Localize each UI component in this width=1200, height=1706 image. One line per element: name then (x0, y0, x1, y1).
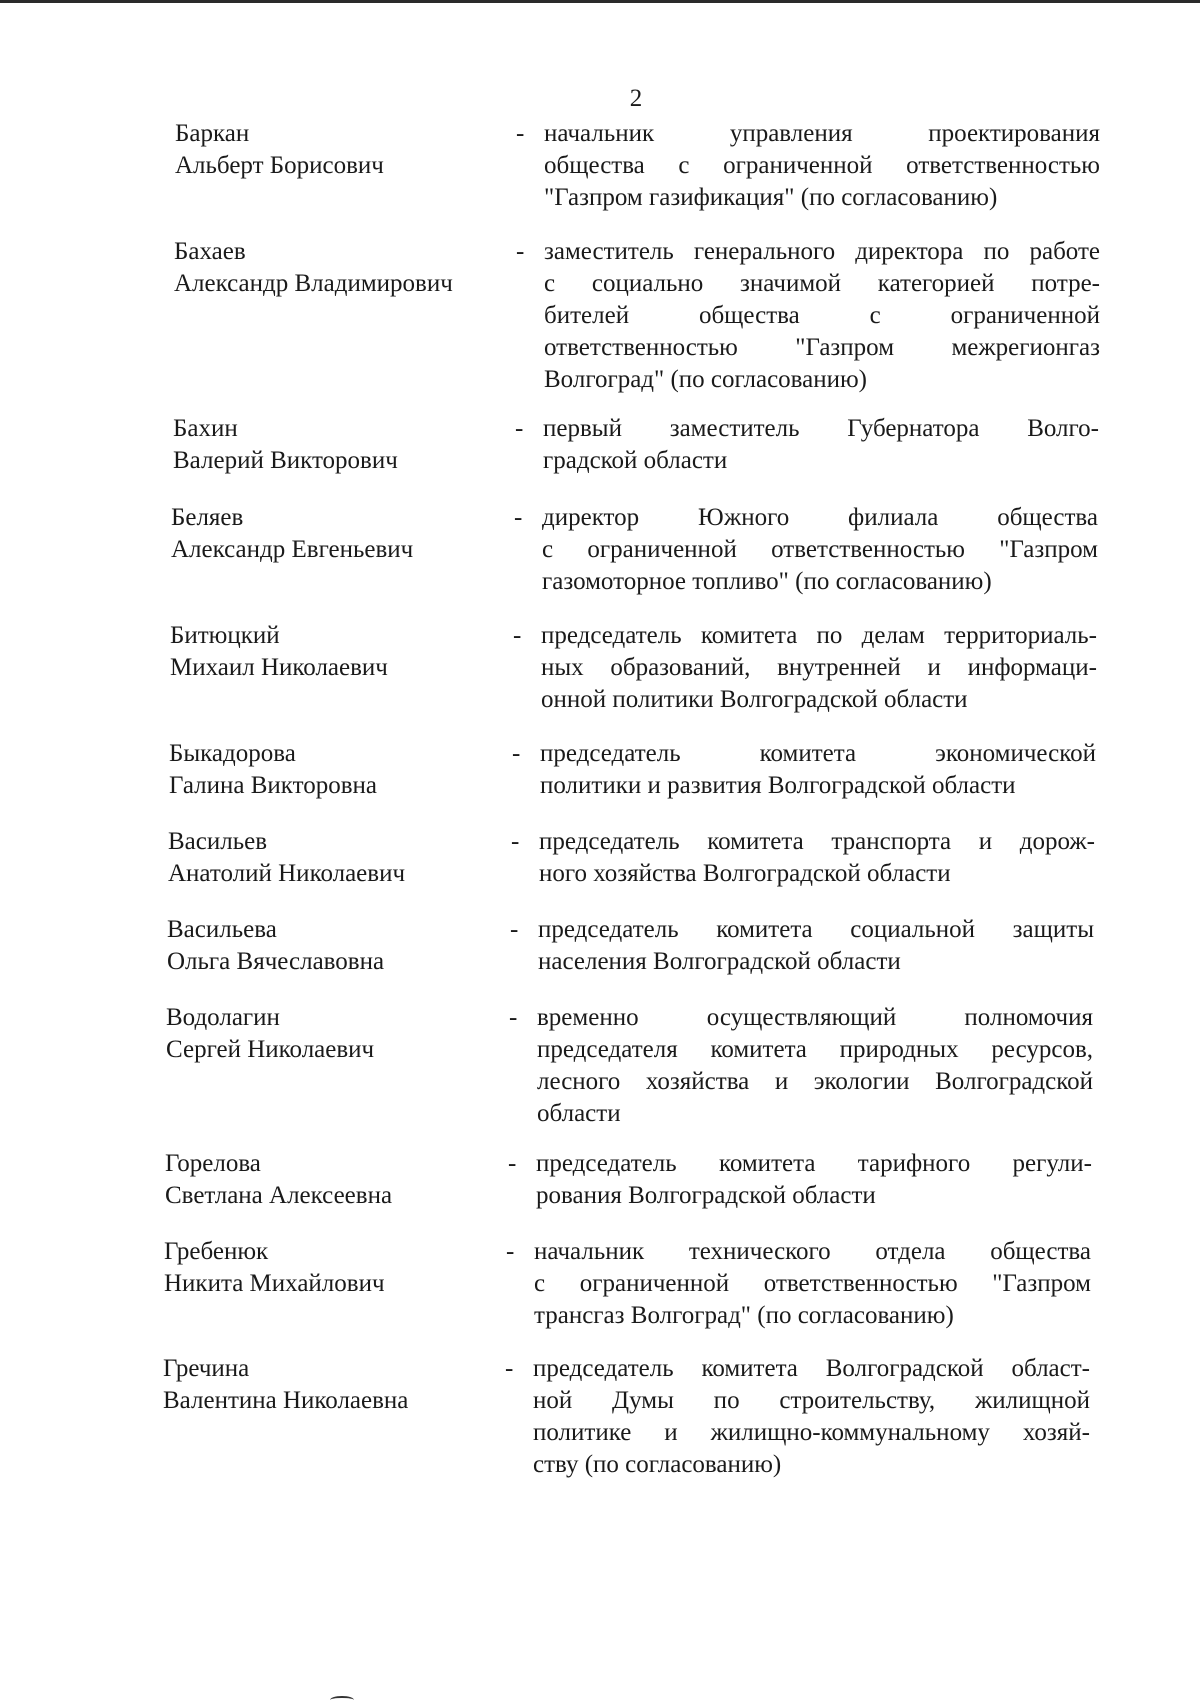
member-given-names: Сергей Николаевич (166, 1036, 375, 1063)
footer-scan-mark (330, 1696, 354, 1704)
position-line: ству (по согласованию) (533, 1451, 782, 1478)
member-position (543, 413, 1099, 477)
position-line: председателя комитета природных ресурсов, (537, 1036, 1093, 1063)
member-given-names: Михаил Николаевич (170, 654, 388, 681)
member-name (173, 413, 513, 477)
position-line: общества с ограниченной ответственностью (544, 152, 1100, 179)
member-surname: Беляев (171, 504, 244, 531)
position-line: области (537, 1100, 621, 1127)
member-name (164, 1236, 504, 1300)
member-given-names: Анатолий Николаевич (168, 860, 406, 887)
member-position (537, 1002, 1093, 1130)
top-edge-rule (0, 0, 1200, 3)
position-line: председатель комитета экономической (540, 740, 1096, 767)
member-surname: Васильева (167, 916, 277, 943)
position-line: Волгоград" (по согласованию) (544, 366, 868, 393)
member-given-names: Галина Викторовна (169, 772, 377, 799)
separator-dash: - (516, 120, 525, 147)
position-line: директор Южного филиала общества (542, 504, 1098, 531)
position-line: с ограниченной ответственностью "Газпром (542, 536, 1098, 563)
member-position (536, 1148, 1092, 1212)
member-position (533, 1353, 1090, 1481)
position-line: трансгаз Волгоград" (по согласованию) (534, 1302, 954, 1329)
position-line: с социально значимой категорией потре- (544, 270, 1100, 297)
position-line: заместитель генерального директора по работе (544, 238, 1100, 265)
member-position (542, 502, 1098, 598)
separator-dash: - (513, 622, 522, 649)
position-line: политике и жилищно-коммунальному хозяй- (533, 1419, 1090, 1446)
position-line: председатель комитета тарифного регули- (536, 1150, 1092, 1177)
member-name (165, 1148, 505, 1212)
member-given-names: Ольга Вячеславовна (167, 948, 385, 975)
separator-dash: - (512, 740, 521, 767)
member-surname: Бахаев (174, 238, 246, 265)
member-position (538, 914, 1094, 978)
member-surname: Битюцкий (170, 622, 280, 649)
member-name (170, 620, 510, 684)
member-surname: Гребенюк (164, 1238, 269, 1265)
page-number: 2 (629, 85, 643, 112)
member-surname: Бахин (173, 415, 238, 442)
position-line: первый заместитель Губернатора Волго- (543, 415, 1099, 442)
position-line: ных образований, внутренней и информаци- (541, 654, 1097, 681)
position-line: председатель комитета по делам территориаль- (541, 622, 1097, 649)
member-position (544, 236, 1100, 396)
member-surname: Васильев (168, 828, 268, 855)
separator-dash: - (509, 1004, 518, 1031)
member-name (175, 118, 515, 182)
member-given-names: Валерий Викторович (173, 447, 398, 474)
member-name (168, 826, 508, 890)
member-position (534, 1236, 1091, 1332)
member-position (539, 826, 1095, 890)
position-line: градской области (543, 447, 728, 474)
position-line: лесного хозяйства и экологии Волгоградской (537, 1068, 1093, 1095)
member-name (167, 914, 507, 978)
position-line: ной Думы по строительству, жилищной (533, 1387, 1090, 1414)
member-name (169, 738, 509, 802)
separator-dash: - (516, 238, 525, 265)
member-given-names: Александр Евгеньевич (171, 536, 414, 563)
member-name (171, 502, 511, 566)
separator-dash: - (511, 828, 520, 855)
position-line: "Газпром газификация" (по согласованию) (544, 184, 998, 211)
position-line: председатель комитета транспорта и дорож- (539, 828, 1095, 855)
member-given-names: Александр Владимирович (174, 270, 453, 297)
member-position (544, 118, 1100, 214)
position-line: онной политики Волгоградской области (541, 686, 968, 713)
position-line: политики и развития Волгоградской области (540, 772, 1016, 799)
member-surname: Гречина (163, 1355, 250, 1382)
position-line: временно осуществляющий полномочия (537, 1004, 1093, 1031)
member-surname: Быкадорова (169, 740, 296, 767)
member-given-names: Светлана Алексеевна (165, 1182, 393, 1209)
position-line: ответственностью "Газпром межрегионгаз (544, 334, 1100, 361)
member-name (166, 1002, 506, 1066)
position-line: начальник управления проектирования (544, 120, 1100, 147)
position-line: председатель комитета социальной защиты (538, 916, 1094, 943)
position-line: газомоторное топливо" (по согласованию) (542, 568, 992, 595)
position-line: ного хозяйства Волгоградской области (539, 860, 951, 887)
separator-dash: - (514, 504, 523, 531)
member-position (540, 738, 1096, 802)
member-given-names: Никита Михайлович (164, 1270, 385, 1297)
separator-dash: - (510, 916, 519, 943)
member-name (174, 236, 514, 300)
position-line: рования Волгоградской области (536, 1182, 876, 1209)
member-surname: Баркан (175, 120, 250, 147)
separator-dash: - (506, 1238, 515, 1265)
position-line: председатель комитета Волгоградской област- (533, 1355, 1090, 1382)
member-name (163, 1353, 503, 1417)
position-line: начальник технического отдела общества (534, 1238, 1091, 1265)
separator-dash: - (508, 1150, 517, 1177)
separator-dash: - (515, 415, 524, 442)
position-line: с ограниченной ответственностью "Газпром (534, 1270, 1091, 1297)
member-surname: Водолагин (166, 1004, 280, 1031)
separator-dash: - (505, 1355, 514, 1382)
member-given-names: Валентина Николаевна (163, 1387, 409, 1414)
position-line: населения Волгоградской области (538, 948, 901, 975)
member-surname: Горелова (165, 1150, 261, 1177)
position-line: бителей общества с ограниченной (544, 302, 1100, 329)
member-given-names: Альберт Борисович (175, 152, 384, 179)
member-position (541, 620, 1097, 716)
